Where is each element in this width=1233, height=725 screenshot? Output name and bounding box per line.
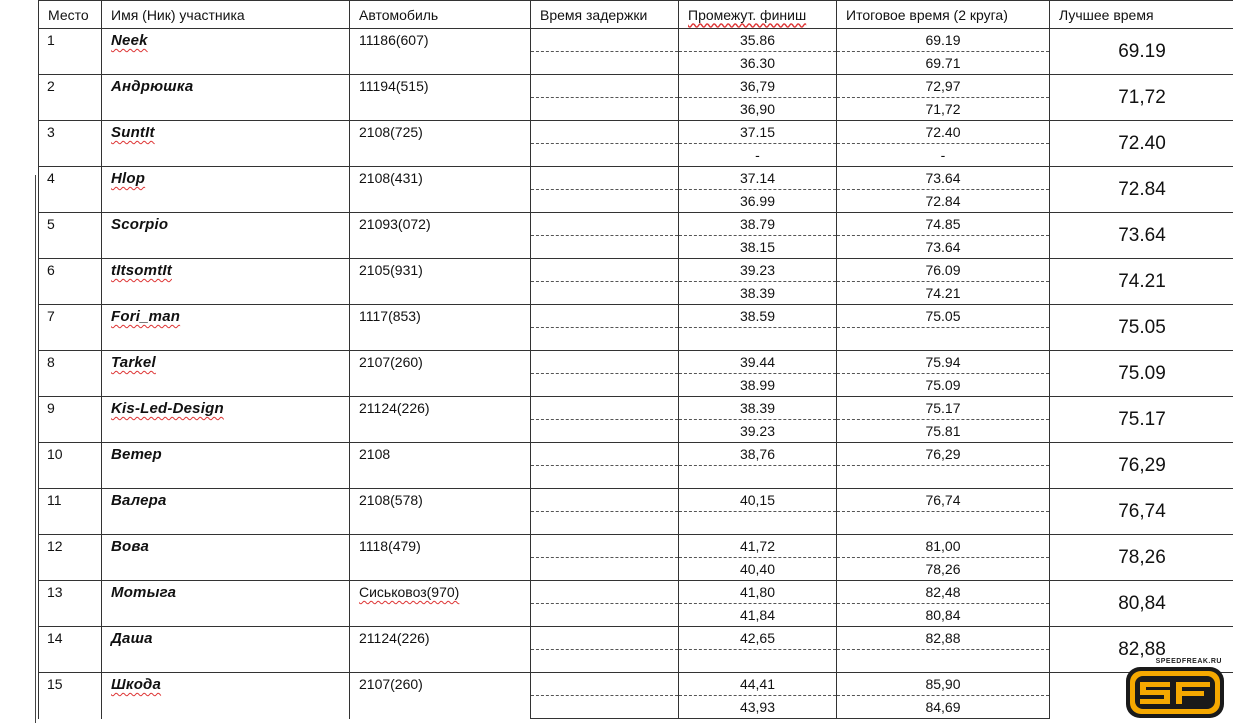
best-time-cell: 73.64 (1050, 213, 1233, 259)
car-label: 2105(931) (359, 262, 423, 278)
total-time-cell: 80,84 (837, 604, 1050, 627)
delay-cell (531, 489, 679, 512)
table-row (39, 443, 1233, 466)
split-time-cell: 38.99 (679, 374, 837, 397)
delay-cell (531, 627, 679, 650)
total-time-cell: 85,90 (837, 673, 1050, 696)
split-time-cell: 38.39 (679, 397, 837, 420)
table-row (39, 167, 1233, 190)
sf-logo-icon (1124, 654, 1226, 720)
total-time-cell: 72,97 (837, 75, 1050, 98)
total-time-cell: 73.64 (837, 167, 1050, 190)
split-time-cell: 43,93 (679, 696, 837, 719)
participant-name-cell (102, 535, 350, 581)
car-cell (350, 75, 531, 121)
split-time-cell: - (679, 144, 837, 167)
car-cell (350, 489, 531, 535)
place-cell: 4 (39, 167, 102, 213)
delay-cell (531, 259, 679, 282)
best-time-cell: 76,74 (1050, 489, 1233, 535)
place-cell: 12 (39, 535, 102, 581)
car-label: 2108(431) (359, 170, 423, 186)
delay-cell (531, 98, 679, 121)
total-time-cell: 69.19 (837, 29, 1050, 52)
car-label: 2107(260) (359, 676, 423, 692)
table-row (39, 397, 1233, 420)
split-time-cell: 44,41 (679, 673, 837, 696)
place-cell: 1 (39, 29, 102, 75)
car-cell (350, 121, 531, 167)
delay-cell (531, 282, 679, 305)
best-time-cell: 72.84 (1050, 167, 1233, 213)
delay-cell (531, 397, 679, 420)
split-time-cell: 39.23 (679, 259, 837, 282)
split-time-cell: 39.23 (679, 420, 837, 443)
table-header-row (39, 1, 1233, 29)
delay-cell (531, 581, 679, 604)
delay-cell (531, 213, 679, 236)
split-time-cell: 38.79 (679, 213, 837, 236)
speedfreak-logo (1124, 654, 1226, 720)
delay-cell (531, 466, 679, 489)
car-label: 1117(853) (359, 308, 421, 324)
best-time-cell: 76,29 (1050, 443, 1233, 489)
results-table (38, 0, 1233, 719)
split-time-cell: 37.15 (679, 121, 837, 144)
car-cell (350, 673, 531, 719)
participant-name: Даша (111, 630, 153, 647)
place-cell: 8 (39, 351, 102, 397)
car-label: 21124(226) (359, 630, 430, 646)
delay-cell (531, 144, 679, 167)
best-time-cell: 80,84 (1050, 581, 1233, 627)
header-split-label: Промежут. финиш (688, 7, 806, 23)
participant-name: Kis-Led-Design (111, 400, 224, 417)
place-cell: 15 (39, 673, 102, 719)
place-cell: 13 (39, 581, 102, 627)
total-time-cell: 74.85 (837, 213, 1050, 236)
participant-name: Fori_man (111, 308, 180, 325)
participant-name: Neek (111, 32, 148, 49)
split-time-cell: 36.30 (679, 52, 837, 75)
car-label: 21124(226) (359, 400, 430, 416)
delay-cell (531, 696, 679, 719)
delay-cell (531, 167, 679, 190)
table-row (39, 535, 1233, 558)
total-time-cell: 72.40 (837, 121, 1050, 144)
split-time-cell: 35.86 (679, 29, 837, 52)
participant-name: Шкода (111, 676, 161, 693)
car-cell (350, 351, 531, 397)
participant-name-cell (102, 29, 350, 75)
split-time-cell (679, 466, 837, 489)
car-label: 2108(725) (359, 124, 423, 140)
table-row (39, 75, 1233, 98)
participant-name: Tarkel (111, 354, 156, 371)
delay-cell (531, 443, 679, 466)
participant-name: Мотыга (111, 584, 176, 601)
delay-cell (531, 650, 679, 673)
results-document (38, 0, 1233, 719)
best-time-cell: 74.21 (1050, 259, 1233, 305)
delay-cell (531, 52, 679, 75)
split-time-cell: 41,84 (679, 604, 837, 627)
total-time-cell: 75.05 (837, 305, 1050, 328)
split-time-cell: 40,15 (679, 489, 837, 512)
car-label: 11186(607) (359, 32, 429, 48)
header-car: Автомобиль (350, 1, 531, 29)
car-cell (350, 29, 531, 75)
participant-name-cell (102, 443, 350, 489)
total-time-cell: 82,48 (837, 581, 1050, 604)
header-place: Место (39, 1, 102, 29)
participant-name-cell (102, 213, 350, 259)
car-label: 21093(072) (359, 216, 431, 232)
header-best: Лучшее время (1050, 1, 1233, 29)
car-cell (350, 167, 531, 213)
split-time-cell: 38,76 (679, 443, 837, 466)
delay-cell (531, 604, 679, 627)
total-time-cell (837, 650, 1050, 673)
total-time-cell: 75.17 (837, 397, 1050, 420)
participant-name: Ветер (111, 446, 162, 463)
participant-name-cell (102, 305, 350, 351)
total-time-cell: 69.71 (837, 52, 1050, 75)
participant-name-cell (102, 627, 350, 673)
car-label: 1118(479) (359, 538, 421, 554)
car-cell (350, 259, 531, 305)
car-label: 2108(578) (359, 492, 423, 508)
delay-cell (531, 328, 679, 351)
total-time-cell: 74.21 (837, 282, 1050, 305)
total-time-cell: 72.84 (837, 190, 1050, 213)
participant-name-cell (102, 489, 350, 535)
best-time-cell: 69.19 (1050, 29, 1233, 75)
table-row (39, 627, 1233, 650)
split-time-cell: 36.99 (679, 190, 837, 213)
car-label: Сиськовоз(970) (359, 584, 459, 600)
total-time-cell: 78,26 (837, 558, 1050, 581)
table-row (39, 581, 1233, 604)
total-time-cell (837, 512, 1050, 535)
total-time-cell: 84,69 (837, 696, 1050, 719)
participant-name-cell (102, 397, 350, 443)
total-time-cell: - (837, 144, 1050, 167)
delay-cell (531, 305, 679, 328)
split-time-cell: 38.39 (679, 282, 837, 305)
car-label: 11194(515) (359, 78, 429, 94)
place-cell: 3 (39, 121, 102, 167)
participant-name: Андрюшка (111, 78, 193, 95)
delay-cell (531, 236, 679, 259)
total-time-cell: 75.09 (837, 374, 1050, 397)
header-name: Имя (Ник) участника (102, 1, 350, 29)
participant-name-cell (102, 259, 350, 305)
place-cell: 5 (39, 213, 102, 259)
delay-cell (531, 351, 679, 374)
split-time-cell (679, 328, 837, 351)
delay-cell (531, 535, 679, 558)
header-total: Итоговое время (2 круга) (837, 1, 1050, 29)
split-time-cell (679, 650, 837, 673)
participant-name: Scorpio (111, 216, 168, 233)
best-time-cell: 75.09 (1050, 351, 1233, 397)
participant-name: Вова (111, 538, 149, 555)
total-time-cell: 75.94 (837, 351, 1050, 374)
place-cell: 7 (39, 305, 102, 351)
split-time-cell: 37.14 (679, 167, 837, 190)
left-margin-rule (35, 175, 36, 723)
participant-name-cell (102, 167, 350, 213)
best-time-cell: 72.40 (1050, 121, 1233, 167)
table-row (39, 673, 1233, 696)
total-time-cell: 76.09 (837, 259, 1050, 282)
total-time-cell (837, 466, 1050, 489)
car-cell (350, 627, 531, 673)
table-row (39, 121, 1233, 144)
delay-cell (531, 374, 679, 397)
place-cell: 2 (39, 75, 102, 121)
place-cell: 10 (39, 443, 102, 489)
participant-name-cell (102, 581, 350, 627)
table-row (39, 489, 1233, 512)
total-time-cell (837, 328, 1050, 351)
delay-cell (531, 75, 679, 98)
table-row (39, 213, 1233, 236)
participant-name-cell (102, 351, 350, 397)
participant-name: Валера (111, 492, 167, 509)
best-time-cell: 78,26 (1050, 535, 1233, 581)
total-time-cell: 76,74 (837, 489, 1050, 512)
total-time-cell: 75.81 (837, 420, 1050, 443)
table-row (39, 29, 1233, 52)
delay-cell (531, 558, 679, 581)
split-time-cell: 36,79 (679, 75, 837, 98)
split-time-cell: 40,40 (679, 558, 837, 581)
place-cell: 14 (39, 627, 102, 673)
best-time-cell: 71,72 (1050, 75, 1233, 121)
split-time-cell: 38.15 (679, 236, 837, 259)
delay-cell (531, 420, 679, 443)
participant-name: SuntIt (111, 124, 155, 141)
header-split (679, 1, 837, 29)
delay-cell (531, 29, 679, 52)
car-cell (350, 535, 531, 581)
best-time-cell: 75.17 (1050, 397, 1233, 443)
split-time-cell: 38.59 (679, 305, 837, 328)
total-time-cell: 73.64 (837, 236, 1050, 259)
place-cell: 11 (39, 489, 102, 535)
results-body (39, 29, 1233, 719)
participant-name-cell (102, 121, 350, 167)
delay-cell (531, 121, 679, 144)
total-time-cell: 81,00 (837, 535, 1050, 558)
split-time-cell: 42,65 (679, 627, 837, 650)
participant-name: Hlop (111, 170, 145, 187)
car-label: 2108 (359, 446, 390, 462)
table-row (39, 259, 1233, 282)
participant-name-cell (102, 75, 350, 121)
car-cell (350, 443, 531, 489)
table-row (39, 305, 1233, 328)
best-time-cell: 75.05 (1050, 305, 1233, 351)
total-time-cell: 76,29 (837, 443, 1050, 466)
delay-cell (531, 190, 679, 213)
header-delay: Время задержки (531, 1, 679, 29)
car-cell (350, 581, 531, 627)
car-label: 2107(260) (359, 354, 423, 370)
car-cell (350, 305, 531, 351)
table-row (39, 351, 1233, 374)
car-cell (350, 397, 531, 443)
participant-name: tItsomtIt (111, 262, 172, 279)
total-time-cell: 71,72 (837, 98, 1050, 121)
participant-name-cell (102, 673, 350, 719)
delay-cell (531, 673, 679, 696)
car-cell (350, 213, 531, 259)
split-time-cell: 39.44 (679, 351, 837, 374)
split-time-cell: 36,90 (679, 98, 837, 121)
total-time-cell: 82,88 (837, 627, 1050, 650)
split-time-cell: 41,72 (679, 535, 837, 558)
best-time-cell: 82,88 (1050, 627, 1233, 673)
split-time-cell: 41,80 (679, 581, 837, 604)
place-cell: 9 (39, 397, 102, 443)
place-cell: 6 (39, 259, 102, 305)
split-time-cell (679, 512, 837, 535)
delay-cell (531, 512, 679, 535)
svg-text:SPEEDFREAK.RU: SPEEDFREAK.RU (1156, 658, 1222, 665)
